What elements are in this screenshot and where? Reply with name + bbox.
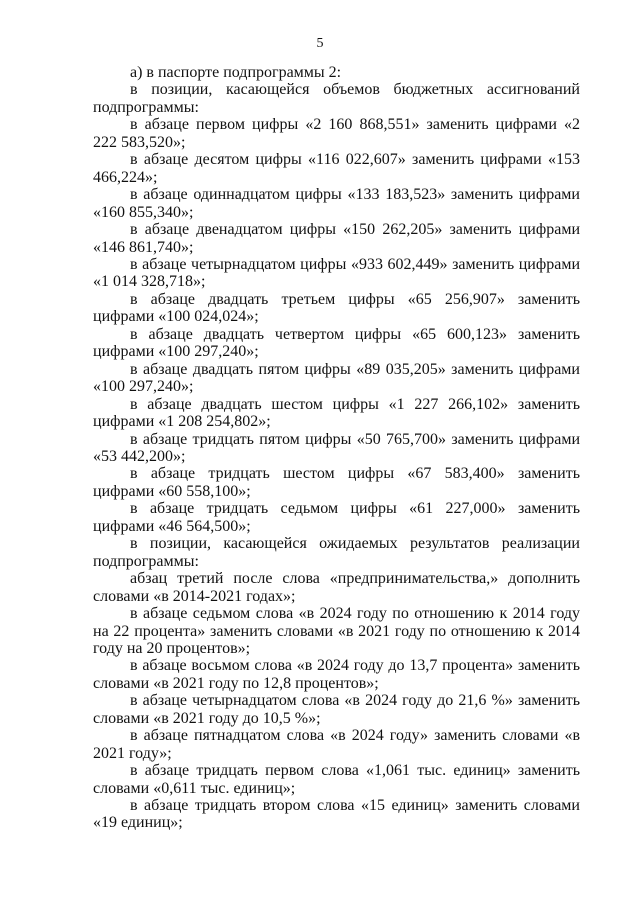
paragraph: в абзаце первом цифры «2 160 868,551» заменить цифрами «2 222 583,520»; — [93, 116, 580, 151]
paragraph: в абзаце тридцать шестом цифры «67 583,400» заменить цифрами «60 558,100»; — [93, 465, 580, 500]
paragraph: в абзаце двадцать четвертом цифры «65 600,123» заменить цифрами «100 297,240»; — [93, 325, 580, 361]
paragraph: в абзаце двадцать шестом цифры «1 227 266,102» заменить цифрами «1 208 254,802»; — [93, 395, 580, 431]
paragraph: а) в паспорте подпрограммы 2: — [130, 64, 342, 81]
paragraph: в абзаце двадцать третьем цифры «65 256,907» заменить цифрами «100 024,024»; — [93, 290, 580, 326]
paragraph: в абзаце тридцать пятом цифры «50 765,700» заменить цифрами «53 442,200»; — [93, 430, 580, 465]
paragraph: в абзаце тридцать первом слова «1,061 тыс. единиц» заменить словами «0,611 тыс. единиц»; — [93, 762, 580, 797]
paragraph: в абзаце восьмом слова «в 2024 году до 13,7 процента» заменить словами «в 2021 году по 12,8 процентов»; — [93, 657, 580, 692]
paragraph: в позиции, касающейся ожидаемых результатов реализации подпрограммы: — [93, 535, 580, 570]
paragraph: в абзаце седьмом слова «в 2024 году по отношению к 2014 году на 22 процента» заменить словами «в 2021 году по отношению к 2014 году на 20 процентов»; — [93, 605, 580, 657]
paragraph: в абзаце двенадцатом цифры «150 262,205» заменить цифрами «146 861,740»; — [93, 221, 580, 256]
paragraph: в абзаце тридцать седьмом цифры «61 227,000» заменить цифрами «46 564,500»; — [93, 500, 580, 535]
paragraph: в абзаце четырнадцатом цифры «933 602,449» заменить цифрами «1 014 328,718»; — [93, 255, 580, 291]
paragraph: в абзаце пятнадцатом слова «в 2024 году» заменить словами «в 2021 году»; — [93, 727, 580, 762]
paragraph: в позиции, касающейся объемов бюджетных ассигнований подпрограммы: — [93, 81, 580, 116]
paragraph: в абзаце четырнадцатом слова «в 2024 году до 21,6 %» заменить словами «в 2021 году до 10,5 %»; — [93, 692, 580, 727]
paragraph: в абзаце одиннадцатом цифры «133 183,523» заменить цифрами «160 855,340»; — [93, 186, 580, 221]
document-body — [93, 64, 580, 832]
paragraph: в абзаце двадцать пятом цифры «89 035,205» заменить цифрами «100 297,240»; — [93, 360, 580, 396]
paragraph: в абзаце десятом цифры «116 022,607» заменить цифрами «153 466,224»; — [93, 151, 580, 186]
page-number: 5 — [316, 36, 324, 51]
paragraph: абзац третий после слова «предпринимательства,» дополнить словами «в 2014-2021 годах»; — [93, 570, 580, 605]
paragraph: в абзаце тридцать втором слова «15 единиц» заменить словами «19 единиц»; — [93, 797, 580, 832]
